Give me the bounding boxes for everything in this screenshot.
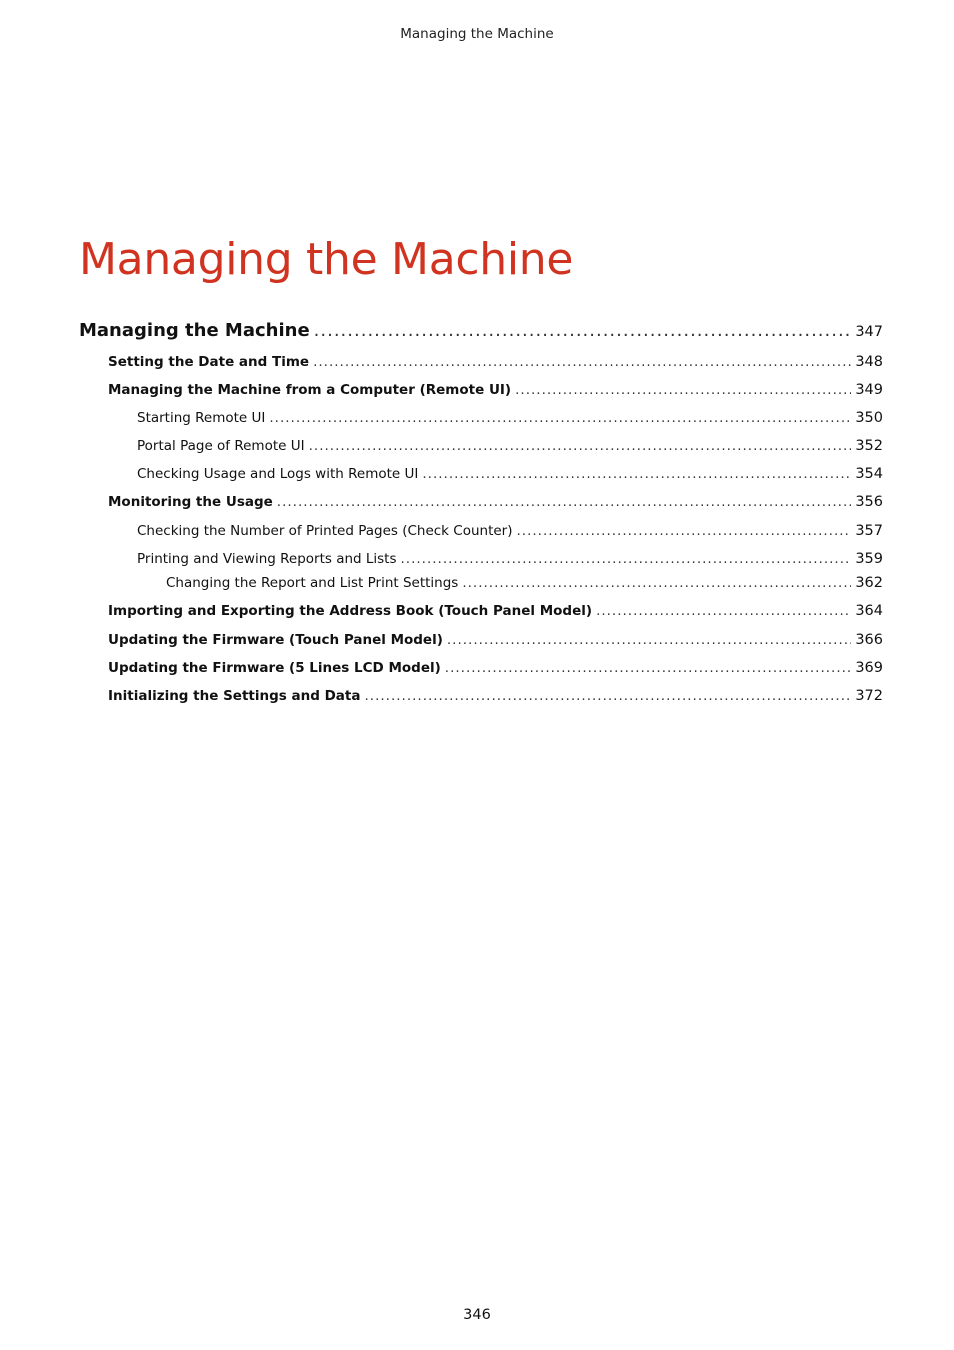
toc-entry-monitoring-usage[interactable] bbox=[108, 494, 883, 510]
toc-entry-text: Checking the Number of Printed Pages (Check Counter) bbox=[137, 523, 513, 539]
toc-entry-page: 348 bbox=[855, 354, 883, 370]
toc-entry-text: Initializing the Settings and Data bbox=[108, 688, 361, 704]
toc-entry-text: Managing the Machine bbox=[79, 320, 310, 341]
toc-leader-dots bbox=[517, 523, 852, 539]
toc-entry-text: Printing and Viewing Reports and Lists bbox=[137, 551, 397, 567]
toc-entry-page: 349 bbox=[855, 382, 883, 398]
toc-entry-text: Updating the Firmware (5 Lines LCD Model) bbox=[108, 660, 441, 676]
toc-entry-page: 369 bbox=[855, 660, 883, 676]
toc-entry-reports-lists[interactable] bbox=[137, 551, 883, 567]
toc-entry-page: 372 bbox=[855, 688, 883, 704]
toc-leader-dots bbox=[422, 466, 851, 482]
toc-entry-page: 352 bbox=[855, 438, 883, 454]
toc-leader-dots bbox=[596, 603, 851, 619]
toc-entry-page: 357 bbox=[855, 523, 883, 539]
toc-entry-usage-logs[interactable] bbox=[137, 466, 883, 482]
toc-leader-dots bbox=[401, 551, 852, 567]
toc-entry-page: 354 bbox=[855, 466, 883, 482]
toc-leader-dots bbox=[364, 688, 851, 704]
toc-entry-check-counter[interactable] bbox=[137, 523, 883, 539]
toc-leader-dots bbox=[277, 494, 852, 510]
toc-entry-firmware-lcd[interactable] bbox=[108, 660, 883, 676]
running-header: Managing the Machine bbox=[400, 26, 554, 42]
toc-entry-text: Updating the Firmware (Touch Panel Model) bbox=[108, 632, 443, 648]
toc-entry-text: Checking Usage and Logs with Remote UI bbox=[137, 466, 419, 482]
toc-entry-address-book[interactable] bbox=[108, 603, 883, 619]
toc-entry-page: 347 bbox=[855, 324, 883, 340]
toc-entry-page: 350 bbox=[855, 410, 883, 426]
toc-leader-dots bbox=[309, 438, 852, 454]
toc-entry-text: Portal Page of Remote UI bbox=[137, 438, 305, 454]
toc-leader-dots bbox=[313, 354, 851, 370]
toc-entry-remote-ui[interactable] bbox=[108, 382, 883, 398]
toc-leader-dots bbox=[314, 320, 852, 341]
toc-entry-text: Starting Remote UI bbox=[137, 410, 266, 426]
toc-entry-page: 364 bbox=[855, 603, 883, 619]
toc-entry-initializing[interactable] bbox=[108, 688, 883, 704]
toc-entry-page: 359 bbox=[855, 551, 883, 567]
toc-entry-portal-page[interactable] bbox=[137, 438, 883, 454]
page-number: 346 bbox=[463, 1307, 491, 1323]
toc-leader-dots bbox=[269, 410, 851, 426]
toc-leader-dots bbox=[447, 632, 851, 648]
toc-entry-page: 366 bbox=[855, 632, 883, 648]
toc-entry-text: Changing the Report and List Print Settings bbox=[166, 575, 459, 591]
chapter-title: Managing the Machine bbox=[79, 234, 574, 285]
toc-entry-page: 362 bbox=[855, 575, 883, 591]
toc-entry-page: 356 bbox=[855, 494, 883, 510]
toc-leader-dots bbox=[515, 382, 851, 398]
toc-entry-text: Importing and Exporting the Address Book (Touch Panel Model) bbox=[108, 603, 593, 619]
toc-entry-starting-remote-ui[interactable] bbox=[137, 410, 883, 426]
toc-leader-dots bbox=[445, 660, 852, 676]
toc-entry-report-print-settings[interactable] bbox=[166, 575, 883, 591]
toc-entry-text: Setting the Date and Time bbox=[108, 354, 310, 370]
toc-leader-dots bbox=[462, 575, 851, 591]
toc-entry-setting-date-time[interactable] bbox=[108, 354, 883, 370]
toc-entry-firmware-touch-panel[interactable] bbox=[108, 632, 883, 648]
toc-entry-text: Managing the Machine from a Computer (Remote UI) bbox=[108, 382, 512, 398]
toc-entry-text: Monitoring the Usage bbox=[108, 494, 273, 510]
toc-entry-managing-the-machine[interactable] bbox=[79, 320, 883, 341]
